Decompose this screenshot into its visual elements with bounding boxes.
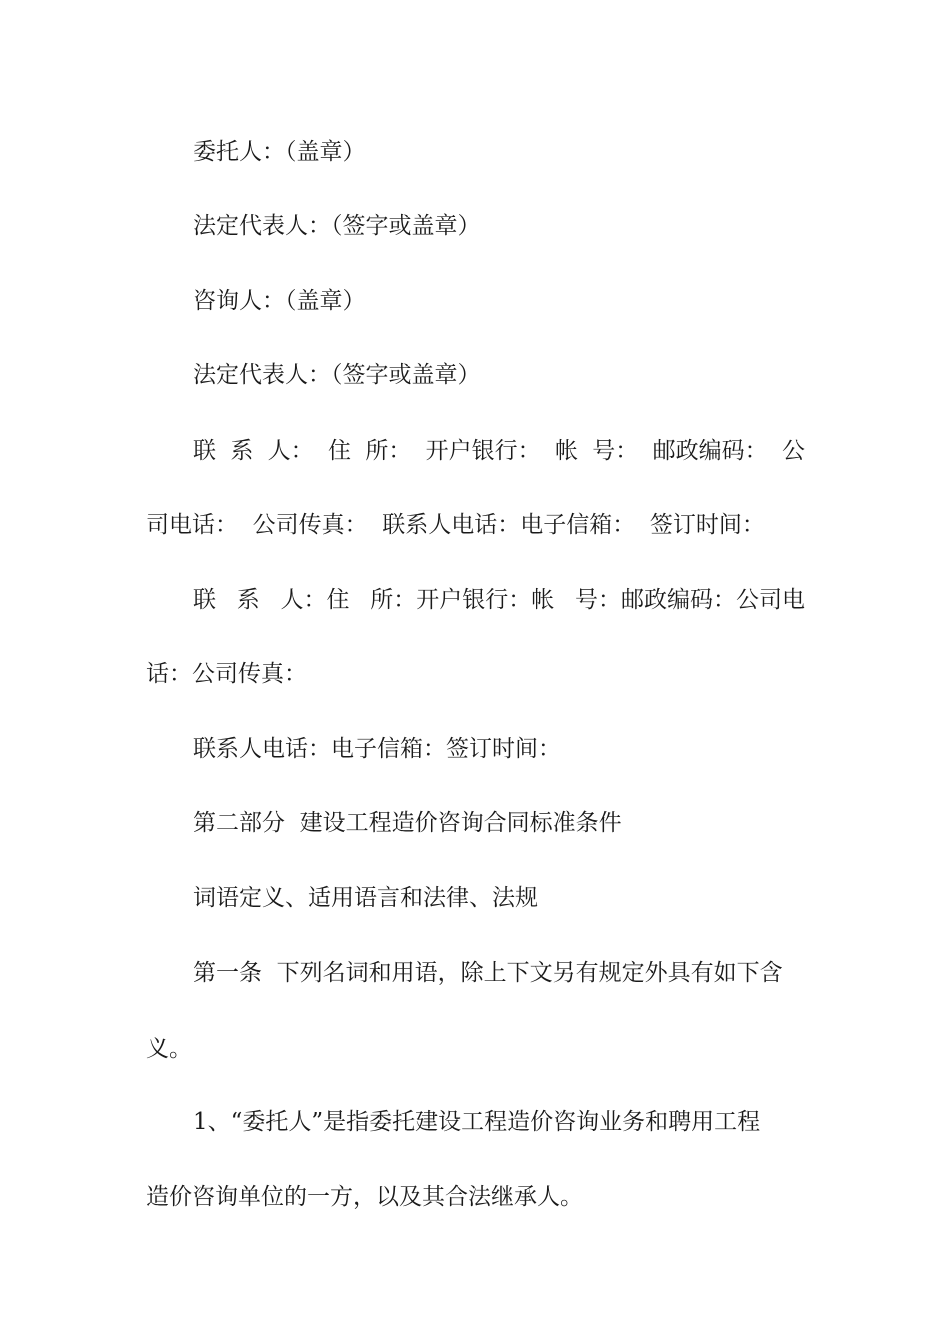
contact-word: 邮政编码： — [652, 438, 768, 464]
contact-word: 联 — [193, 438, 216, 464]
consultant-seal-line: 咨询人：（盖章） — [193, 288, 366, 314]
contact-word: 联 — [193, 587, 216, 613]
part-two-subheading: 词语定义、适用语言和法律、法规 — [193, 885, 538, 911]
consultant-representative-line: 法定代表人：（签字或盖章） — [193, 362, 481, 388]
article-one-line-2: 义。 — [146, 1036, 192, 1062]
contact-word: 所：开户银行：帐 — [370, 587, 555, 613]
part-two-heading: 第二部分 建设工程造价咨询合同标准条件 — [193, 810, 622, 836]
contact-word: 人： — [267, 438, 314, 464]
contact-word: 所： — [365, 438, 412, 464]
client-seal-line: 委托人：（盖章） — [193, 139, 366, 165]
contact-block-1-line-2: 司电话： 公司传真： 联系人电话：电子信箱： 签订时间： — [146, 512, 765, 538]
contact-word: 系 — [230, 438, 254, 464]
contact-word: 系 — [236, 587, 260, 613]
contact-word: 住 — [327, 438, 351, 464]
item-one-line-1: 1、“委托人”是指委托建设工程造价咨询业务和聘用工程 — [193, 1109, 761, 1135]
client-representative-line: 法定代表人：（签字或盖章） — [193, 213, 481, 239]
contact-word: 号：邮政编码：公司电 — [575, 587, 805, 613]
article-one-line-1: 第一条 下列名词和用语，除上下文另有规定外具有如下含 — [193, 960, 783, 986]
contact-word: 开户银行： — [425, 438, 541, 464]
contact-block-2-line-3: 联系人电话：电子信箱：签订时间： — [193, 736, 561, 762]
contact-word: 帐 — [554, 438, 578, 464]
contact-word: 公 — [781, 438, 805, 464]
contact-block-2-line-2: 话：公司传真： — [146, 661, 307, 687]
contact-word: 人：住 — [280, 587, 350, 613]
contact-block-2-line-1 — [193, 585, 805, 615]
contact-word: 号： — [592, 438, 639, 464]
item-one-line-2: 造价咨询单位的一方，以及其合法继承人。 — [146, 1184, 583, 1210]
contact-block-1-line-1 — [193, 436, 805, 466]
